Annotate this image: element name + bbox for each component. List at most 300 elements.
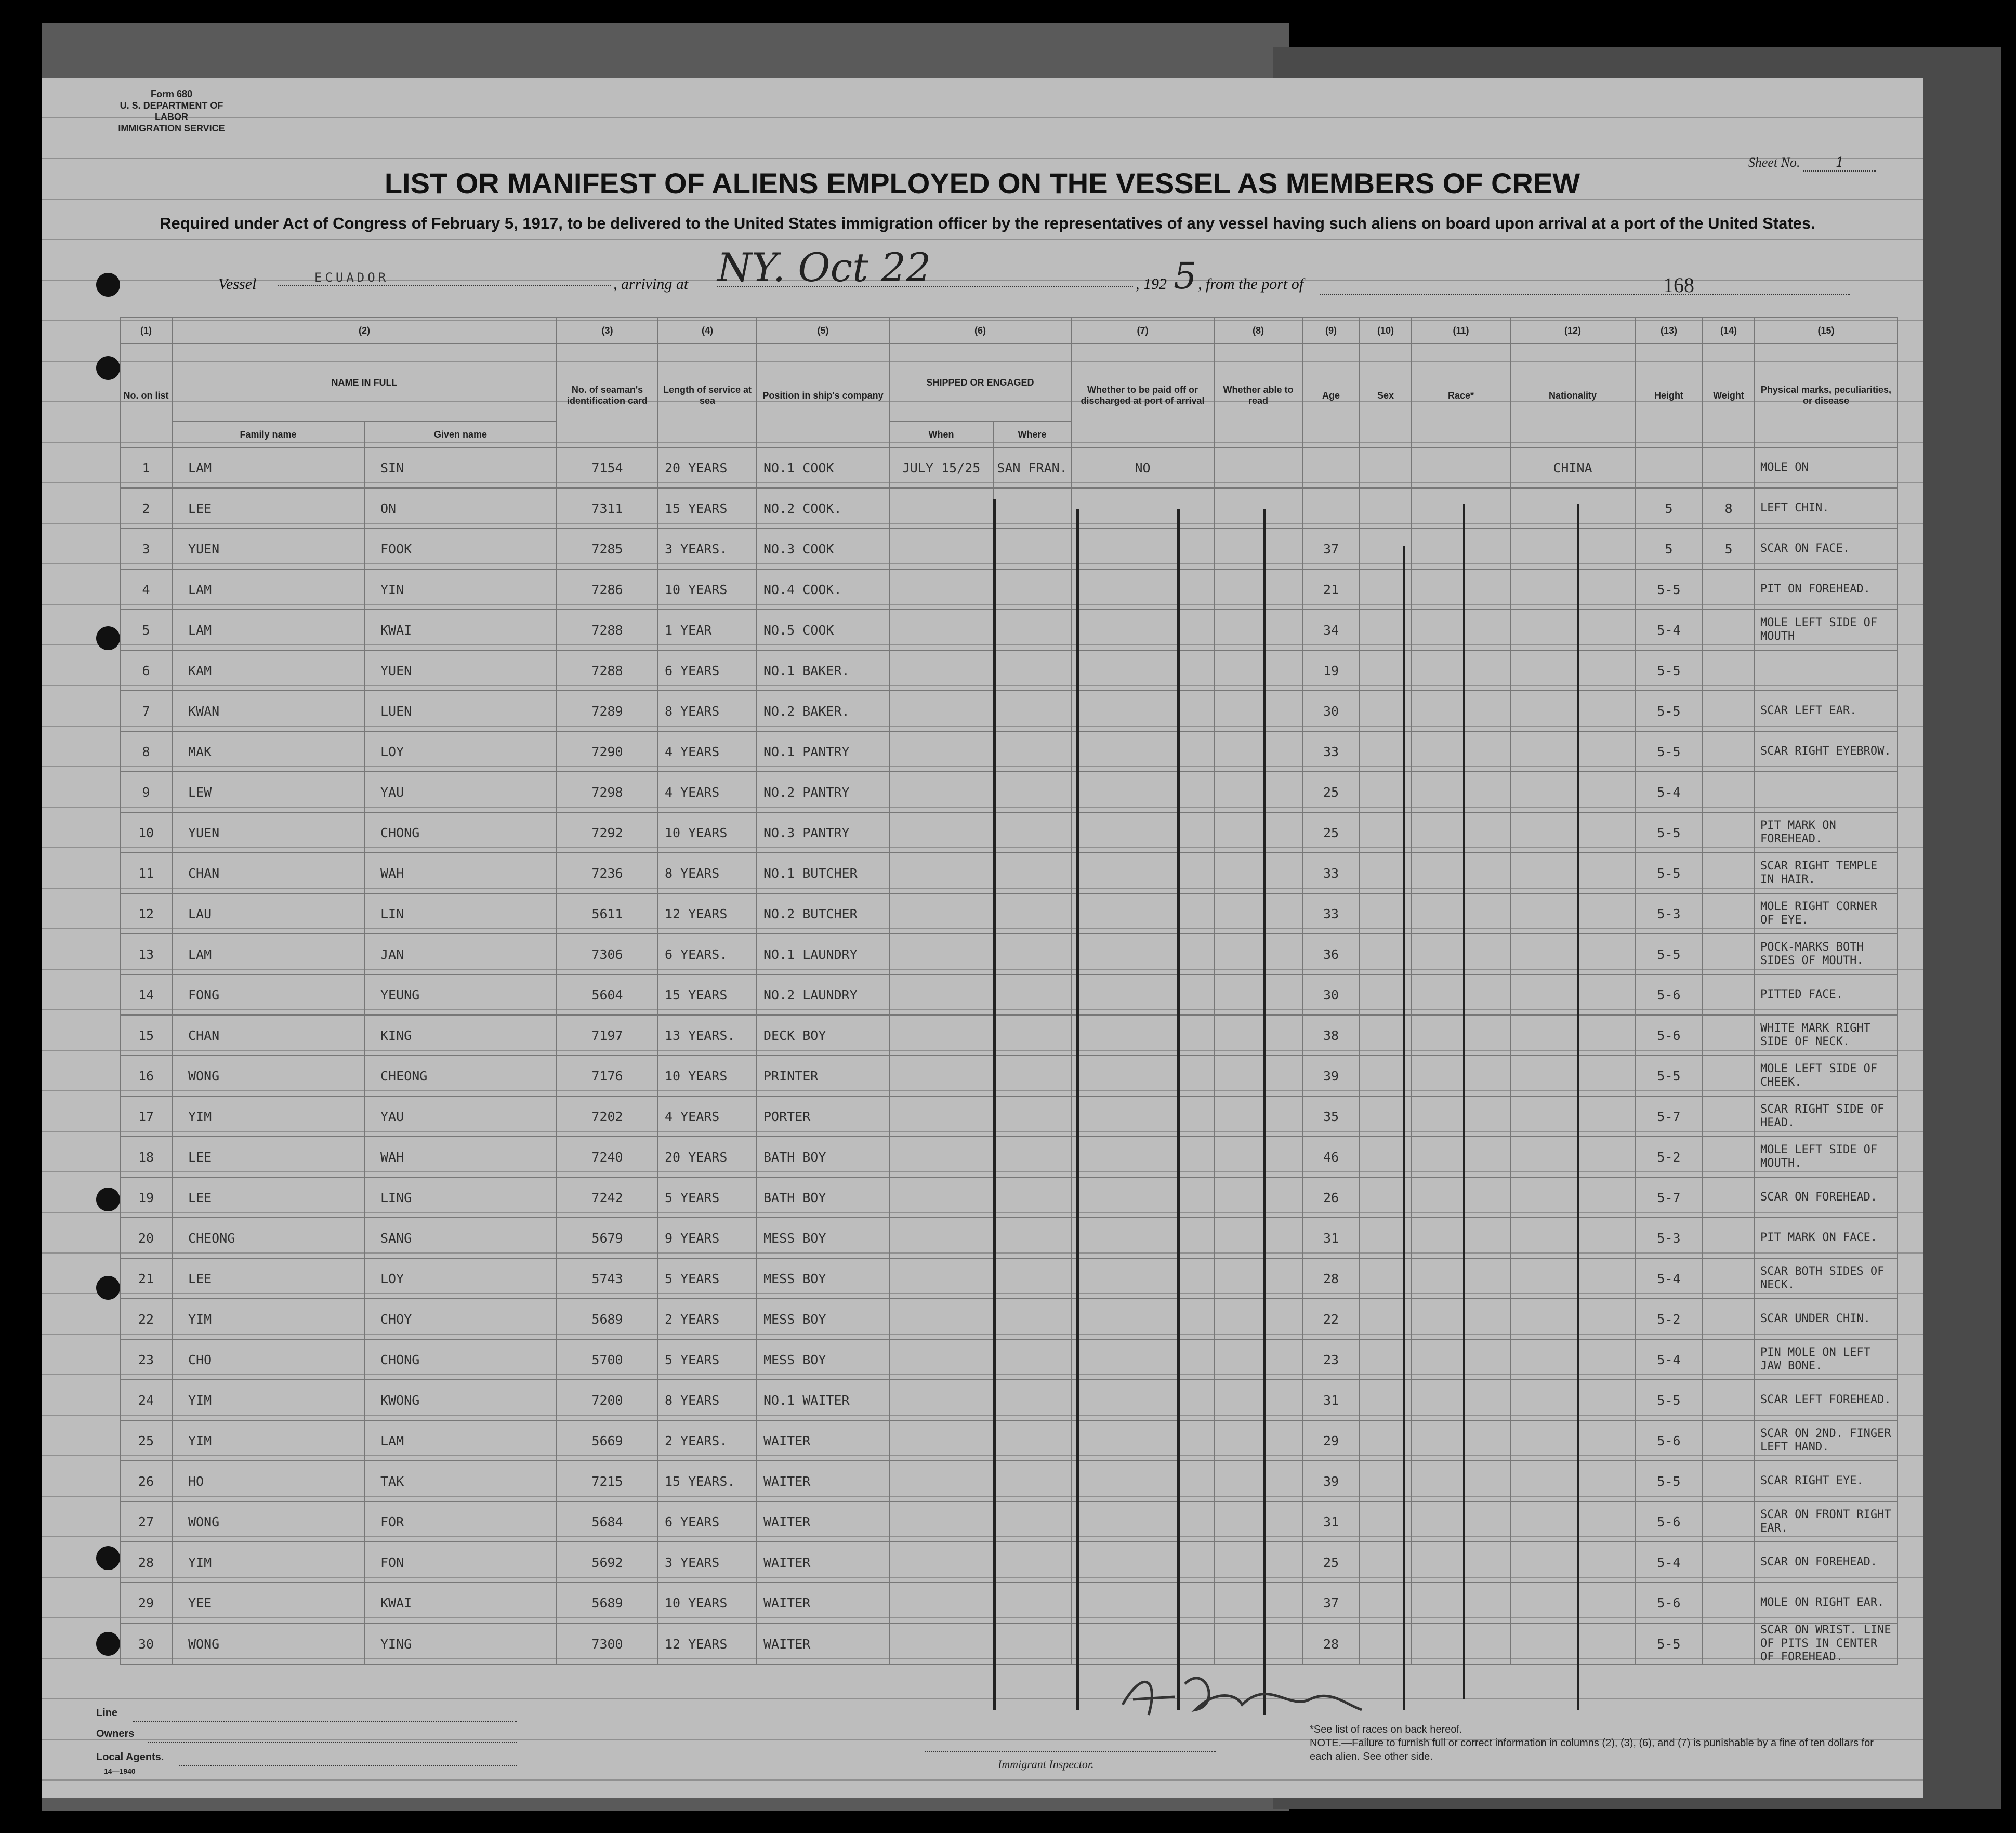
cell-position: NO.3 COOK (757, 529, 889, 569)
cell-no: 12 (120, 893, 172, 934)
header-paid-off: Whether to be paid off or discharged at port of arrival (1071, 344, 1214, 447)
cell-where (993, 610, 1071, 650)
cell-race (1412, 1137, 1510, 1177)
cell-position: WAITER (757, 1623, 889, 1665)
cell-no: 29 (120, 1583, 172, 1623)
cell-position: DECK BOY (757, 1015, 889, 1056)
cell-service: 9 YEARS (658, 1218, 757, 1258)
cell-age (1302, 488, 1360, 529)
cell-age: 29 (1302, 1420, 1360, 1461)
cell-given: YIN (364, 569, 557, 610)
cell-nationality (1510, 1420, 1635, 1461)
cell-where (993, 1137, 1071, 1177)
cell-where (993, 731, 1071, 772)
cell-no: 19 (120, 1177, 172, 1218)
cell-paid (1071, 529, 1214, 569)
cell-weight (1703, 1299, 1755, 1339)
cell-weight (1703, 1501, 1755, 1542)
cell-position: WAITER (757, 1542, 889, 1583)
cell-nationality (1510, 1623, 1635, 1665)
cell-age: 31 (1302, 1380, 1360, 1420)
cell-card: 5684 (557, 1501, 658, 1542)
cell-weight (1703, 1339, 1755, 1380)
cell-when (889, 1137, 993, 1177)
cell-paid (1071, 772, 1214, 812)
col-14-num: (14) (1703, 318, 1755, 344)
cell-family: CHEONG (172, 1218, 364, 1258)
cell-given: LING (364, 1177, 557, 1218)
cell-service: 10 YEARS (658, 1056, 757, 1096)
cell-given: KWAI (364, 1583, 557, 1623)
cell-where (993, 691, 1071, 731)
header-length-of-service: Length of service at sea (658, 344, 757, 447)
cell-height: 5-5 (1635, 1461, 1703, 1501)
cell-weight (1703, 1096, 1755, 1137)
cell-race (1412, 1258, 1510, 1299)
cell-family: YEE (172, 1583, 364, 1623)
cell-nationality (1510, 853, 1635, 893)
cell-when (889, 569, 993, 610)
cell-family: YIM (172, 1420, 364, 1461)
cell-marks: SCAR UNDER CHIN. (1755, 1299, 1898, 1339)
cell-race (1412, 1420, 1510, 1461)
cell-nationality (1510, 1177, 1635, 1218)
table-row (120, 974, 1898, 1015)
cell-when (889, 853, 993, 893)
cell-age: 31 (1302, 1218, 1360, 1258)
header-id-card: No. of seaman's identification card (557, 344, 658, 447)
cell-marks: PITTED FACE. (1755, 974, 1898, 1015)
header-able-to-read: Whether able to read (1214, 344, 1302, 447)
cell-no: 5 (120, 610, 172, 650)
cell-weight (1703, 1056, 1755, 1096)
cell-card: 5689 (557, 1583, 658, 1623)
cell-race (1412, 1501, 1510, 1542)
header-physical-marks: Physical marks, peculiarities, or disease (1755, 344, 1898, 447)
cell-marks: MOLE LEFT SIDE OF MOUTH. (1755, 1137, 1898, 1177)
table-row (120, 1542, 1898, 1583)
cell-marks: SCAR ON 2ND. FINGER LEFT HAND. (1755, 1420, 1898, 1461)
cell-where (993, 1177, 1071, 1218)
cell-given: CHONG (364, 1339, 557, 1380)
cell-where (993, 1258, 1071, 1299)
cell-when (889, 1299, 993, 1339)
cell-height: 5-3 (1635, 893, 1703, 934)
table-row (120, 1501, 1898, 1542)
cell-weight (1703, 893, 1755, 934)
cell-read (1214, 488, 1302, 529)
cell-given: WAH (364, 1137, 557, 1177)
cell-service: 3 YEARS. (658, 529, 757, 569)
ditto-stroke (993, 499, 996, 1710)
stamp-number: 168 (1663, 273, 1694, 297)
cell-height (1635, 447, 1703, 488)
cell-family: LAM (172, 934, 364, 974)
cell-weight (1703, 650, 1755, 691)
footer-owners-field (148, 1726, 517, 1743)
cell-service: 20 YEARS (658, 1137, 757, 1177)
cell-paid (1071, 691, 1214, 731)
cell-no: 8 (120, 731, 172, 772)
ditto-stroke (1076, 509, 1079, 1710)
cell-age: 34 (1302, 610, 1360, 650)
cell-position: NO.2 BAKER. (757, 691, 889, 731)
cell-nationality (1510, 812, 1635, 853)
cell-paid (1071, 1461, 1214, 1501)
cell-weight (1703, 447, 1755, 488)
cell-age: 21 (1302, 569, 1360, 610)
footer-line-label: Line (96, 1707, 118, 1719)
cell-paid (1071, 488, 1214, 529)
cell-when (889, 1420, 993, 1461)
cell-when (889, 1258, 993, 1299)
footer-agents-label: Local Agents. (96, 1751, 164, 1763)
cell-race (1412, 812, 1510, 853)
table-row (120, 1177, 1898, 1218)
cell-where: SAN FRAN. (993, 447, 1071, 488)
cell-family: LEE (172, 1258, 364, 1299)
cell-paid (1071, 934, 1214, 974)
cell-height: 5-6 (1635, 1501, 1703, 1542)
cell-nationality (1510, 1218, 1635, 1258)
table-row (120, 569, 1898, 610)
cell-weight (1703, 934, 1755, 974)
cell-card: 7202 (557, 1096, 658, 1137)
cell-service: 6 YEARS (658, 1501, 757, 1542)
cell-race (1412, 1218, 1510, 1258)
cell-height: 5-5 (1635, 1623, 1703, 1665)
cell-position: PORTER (757, 1096, 889, 1137)
cell-family: LAM (172, 610, 364, 650)
table-row (120, 1056, 1898, 1096)
cell-given: CHONG (364, 812, 557, 853)
table-row (120, 1096, 1898, 1137)
cell-weight (1703, 731, 1755, 772)
cell-when (889, 1542, 993, 1583)
page-subtitle: Required under Act of Congress of February 5, 1917, to be delivered to the United States immigration officer by the representatives of any vessel having such aliens on board upon arrival at a port of the United States. (160, 214, 1815, 232)
cell-where (993, 893, 1071, 934)
cell-marks: PIN MOLE ON LEFT JAW BONE. (1755, 1339, 1898, 1380)
ditto-stroke (1577, 504, 1579, 1710)
cell-nationality (1510, 650, 1635, 691)
cell-age: 26 (1302, 1177, 1360, 1218)
cell-where (993, 1542, 1071, 1583)
cell-family: YUEN (172, 812, 364, 853)
cell-service: 10 YEARS (658, 1583, 757, 1623)
cell-weight (1703, 691, 1755, 731)
cell-when (889, 488, 993, 529)
year-value: 5 (1174, 255, 1197, 297)
cell-read (1214, 812, 1302, 853)
cell-given: WAH (364, 853, 557, 893)
cell-weight (1703, 772, 1755, 812)
vessel-name: ECUADOR (278, 270, 611, 286)
cell-marks: SCAR ON FRONT RIGHT EAR. (1755, 1501, 1898, 1542)
cell-position: NO.2 BUTCHER (757, 893, 889, 934)
cell-service: 10 YEARS (658, 569, 757, 610)
cell-given: ON (364, 488, 557, 529)
cell-no: 6 (120, 650, 172, 691)
cell-age: 39 (1302, 1056, 1360, 1096)
cell-when (889, 812, 993, 853)
cell-card: 5700 (557, 1339, 658, 1380)
cell-race (1412, 731, 1510, 772)
cell-no: 9 (120, 772, 172, 812)
cell-no: 1 (120, 447, 172, 488)
cell-weight (1703, 1583, 1755, 1623)
cell-weight (1703, 1461, 1755, 1501)
ditto-stroke (1263, 509, 1266, 1715)
cell-marks: SCAR RIGHT EYE. (1755, 1461, 1898, 1501)
cell-no: 10 (120, 812, 172, 853)
cell-position: WAITER (757, 1420, 889, 1461)
cell-when (889, 1056, 993, 1096)
header-shipped-or-engaged: SHIPPED OR ENGAGED (889, 344, 1071, 421)
col-2-num: (2) (172, 318, 557, 344)
cell-read (1214, 447, 1302, 488)
table-row (120, 731, 1898, 772)
cell-service: 2 YEARS. (658, 1420, 757, 1461)
header-where: Where (993, 421, 1071, 447)
cell-service: 12 YEARS (658, 893, 757, 934)
cell-paid (1071, 974, 1214, 1015)
cell-height: 5-6 (1635, 1583, 1703, 1623)
cell-position: NO.1 BAKER. (757, 650, 889, 691)
footnote-races: *See list of races on back hereof. (1310, 1724, 1462, 1735)
cell-family: LEW (172, 772, 364, 812)
cell-family: FONG (172, 974, 364, 1015)
header-name-in-full: NAME IN FULL (172, 344, 557, 421)
cell-race (1412, 1015, 1510, 1056)
cell-given: FON (364, 1542, 557, 1583)
cell-card: 7240 (557, 1137, 658, 1177)
cell-paid (1071, 610, 1214, 650)
table-row (120, 893, 1898, 934)
cell-paid (1071, 569, 1214, 610)
col-9-num: (9) (1302, 318, 1360, 344)
cell-paid (1071, 1258, 1214, 1299)
table-row (120, 1583, 1898, 1623)
cell-weight (1703, 1258, 1755, 1299)
cell-paid (1071, 650, 1214, 691)
cell-marks: MOLE RIGHT CORNER OF EYE. (1755, 893, 1898, 934)
cell-no: 17 (120, 1096, 172, 1137)
page-title: LIST OR MANIFEST OF ALIENS EMPLOYED ON THE VESSEL AS MEMBERS OF CREW (384, 167, 1580, 200)
header-when: When (889, 421, 993, 447)
cell-age (1302, 447, 1360, 488)
cell-given: FOOK (364, 529, 557, 569)
cell-weight: 5 (1703, 529, 1755, 569)
cell-position: NO.2 LAUNDRY (757, 974, 889, 1015)
col-8-num: (8) (1214, 318, 1302, 344)
cell-no: 26 (120, 1461, 172, 1501)
cell-marks: PIT MARK ON FACE. (1755, 1218, 1898, 1258)
table-row (120, 650, 1898, 691)
cell-family: YIM (172, 1299, 364, 1339)
table-row (120, 1339, 1898, 1380)
cell-service: 2 YEARS (658, 1299, 757, 1339)
arrival-place-date: NY. Oct 22 (717, 244, 1133, 287)
cell-height: 5-4 (1635, 1339, 1703, 1380)
header-given-name: Given name (364, 421, 557, 447)
table-row (120, 691, 1898, 731)
cell-nationality (1510, 1461, 1635, 1501)
cell-no: 16 (120, 1056, 172, 1096)
cell-given: FOR (364, 1501, 557, 1542)
col-4-num: (4) (658, 318, 757, 344)
cell-card: 7290 (557, 731, 658, 772)
cell-where (993, 974, 1071, 1015)
header-position: Position in ship's company (757, 344, 889, 447)
cell-where (993, 1339, 1071, 1380)
cell-weight (1703, 1623, 1755, 1665)
header-nationality: Nationality (1510, 344, 1635, 447)
cell-height: 5-5 (1635, 934, 1703, 974)
cell-position: NO.1 LAUNDRY (757, 934, 889, 974)
cell-sex (1360, 488, 1412, 529)
cell-family: LAM (172, 569, 364, 610)
cell-marks: SCAR ON FOREHEAD. (1755, 1542, 1898, 1583)
cell-where (993, 529, 1071, 569)
cell-age: 28 (1302, 1623, 1360, 1665)
cell-no: 28 (120, 1542, 172, 1583)
form-number: Form 680 (150, 89, 193, 99)
cell-nationality (1510, 893, 1635, 934)
cell-where (993, 812, 1071, 853)
cell-position: NO.5 COOK (757, 610, 889, 650)
cell-position: MESS BOY (757, 1299, 889, 1339)
col-13-num: (13) (1635, 318, 1703, 344)
cell-when (889, 691, 993, 731)
cell-weight (1703, 1542, 1755, 1583)
cell-race (1412, 488, 1510, 529)
col-10-num: (10) (1360, 318, 1412, 344)
vessel-label: Vessel (218, 275, 257, 293)
table-row (120, 1015, 1898, 1056)
cell-marks: MOLE LEFT SIDE OF MOUTH (1755, 610, 1898, 650)
cell-nationality (1510, 1056, 1635, 1096)
cell-when (889, 731, 993, 772)
cell-height: 5-4 (1635, 1542, 1703, 1583)
cell-service: 8 YEARS (658, 853, 757, 893)
cell-card: 7289 (557, 691, 658, 731)
cell-age: 46 (1302, 1137, 1360, 1177)
cell-read (1214, 934, 1302, 974)
cell-position: MESS BOY (757, 1258, 889, 1299)
cell-paid (1071, 1420, 1214, 1461)
cell-age: 33 (1302, 893, 1360, 934)
cell-when (889, 529, 993, 569)
cell-weight (1703, 974, 1755, 1015)
header-weight: Weight (1703, 344, 1755, 447)
cell-position: MESS BOY (757, 1339, 889, 1380)
cell-read (1214, 650, 1302, 691)
cell-paid (1071, 1015, 1214, 1056)
cell-age: 30 (1302, 974, 1360, 1015)
cell-height: 5-6 (1635, 1015, 1703, 1056)
cell-family: LEE (172, 1137, 364, 1177)
cell-card: 7242 (557, 1177, 658, 1218)
cell-position: WAITER (757, 1501, 889, 1542)
form-code: 14—1940 (104, 1767, 136, 1775)
cell-where (993, 1583, 1071, 1623)
footer-owners-label: Owners (96, 1728, 135, 1739)
cell-weight: 8 (1703, 488, 1755, 529)
cell-position: NO.2 COOK. (757, 488, 889, 529)
cell-nationality (1510, 1299, 1635, 1339)
cell-family: CHO (172, 1339, 364, 1380)
cell-marks: SCAR RIGHT TEMPLE IN HAIR. (1755, 853, 1898, 893)
cell-where (993, 1461, 1071, 1501)
cell-given: LOY (364, 1258, 557, 1299)
cell-family: YIM (172, 1096, 364, 1137)
cell-race (1412, 1583, 1510, 1623)
cell-height: 5-5 (1635, 853, 1703, 893)
cell-race (1412, 1096, 1510, 1137)
punch-hole (96, 1188, 120, 1211)
cell-age: 38 (1302, 1015, 1360, 1056)
cell-paid (1071, 1218, 1214, 1258)
cell-service: 8 YEARS (658, 691, 757, 731)
from-port-label: , from the port of (1198, 275, 1304, 293)
punch-hole (96, 1632, 120, 1656)
manifest-sheet (42, 78, 1923, 1798)
cell-read (1214, 1137, 1302, 1177)
cell-family: MAK (172, 731, 364, 772)
sheet-number-value: 1 (1803, 155, 1876, 172)
cell-age: 30 (1302, 691, 1360, 731)
cell-nationality (1510, 1542, 1635, 1583)
cell-when (889, 1461, 993, 1501)
cell-height: 5-3 (1635, 1218, 1703, 1258)
cell-read (1214, 1542, 1302, 1583)
cell-card: 7154 (557, 447, 658, 488)
cell-read (1214, 1177, 1302, 1218)
cell-age: 25 (1302, 772, 1360, 812)
cell-position: NO.2 PANTRY (757, 772, 889, 812)
cell-when (889, 1623, 993, 1665)
cell-marks: SCAR BOTH SIDES OF NECK. (1755, 1258, 1898, 1299)
cell-service: 10 YEARS (658, 812, 757, 853)
cell-service: 15 YEARS (658, 974, 757, 1015)
cell-read (1214, 853, 1302, 893)
table-row (120, 1380, 1898, 1420)
cell-family: KWAN (172, 691, 364, 731)
cell-weight (1703, 1177, 1755, 1218)
cell-height: 5-7 (1635, 1096, 1703, 1137)
cell-family: YIM (172, 1542, 364, 1583)
cell-marks: SCAR ON FOREHEAD. (1755, 1177, 1898, 1218)
cell-no: 20 (120, 1218, 172, 1258)
cell-position: NO.4 COOK. (757, 569, 889, 610)
cell-read (1214, 772, 1302, 812)
cell-no: 4 (120, 569, 172, 610)
cell-race (1412, 1461, 1510, 1501)
cell-no: 18 (120, 1137, 172, 1177)
cell-service: 5 YEARS (658, 1258, 757, 1299)
cell-nationality (1510, 569, 1635, 610)
cell-card: 7288 (557, 610, 658, 650)
col-3-num: (3) (557, 318, 658, 344)
cell-position: PRINTER (757, 1056, 889, 1096)
cell-family: KAM (172, 650, 364, 691)
cell-age: 28 (1302, 1258, 1360, 1299)
cell-nationality (1510, 1096, 1635, 1137)
cell-family: WONG (172, 1056, 364, 1096)
cell-nationality (1510, 772, 1635, 812)
cell-where (993, 569, 1071, 610)
cell-paid (1071, 1177, 1214, 1218)
